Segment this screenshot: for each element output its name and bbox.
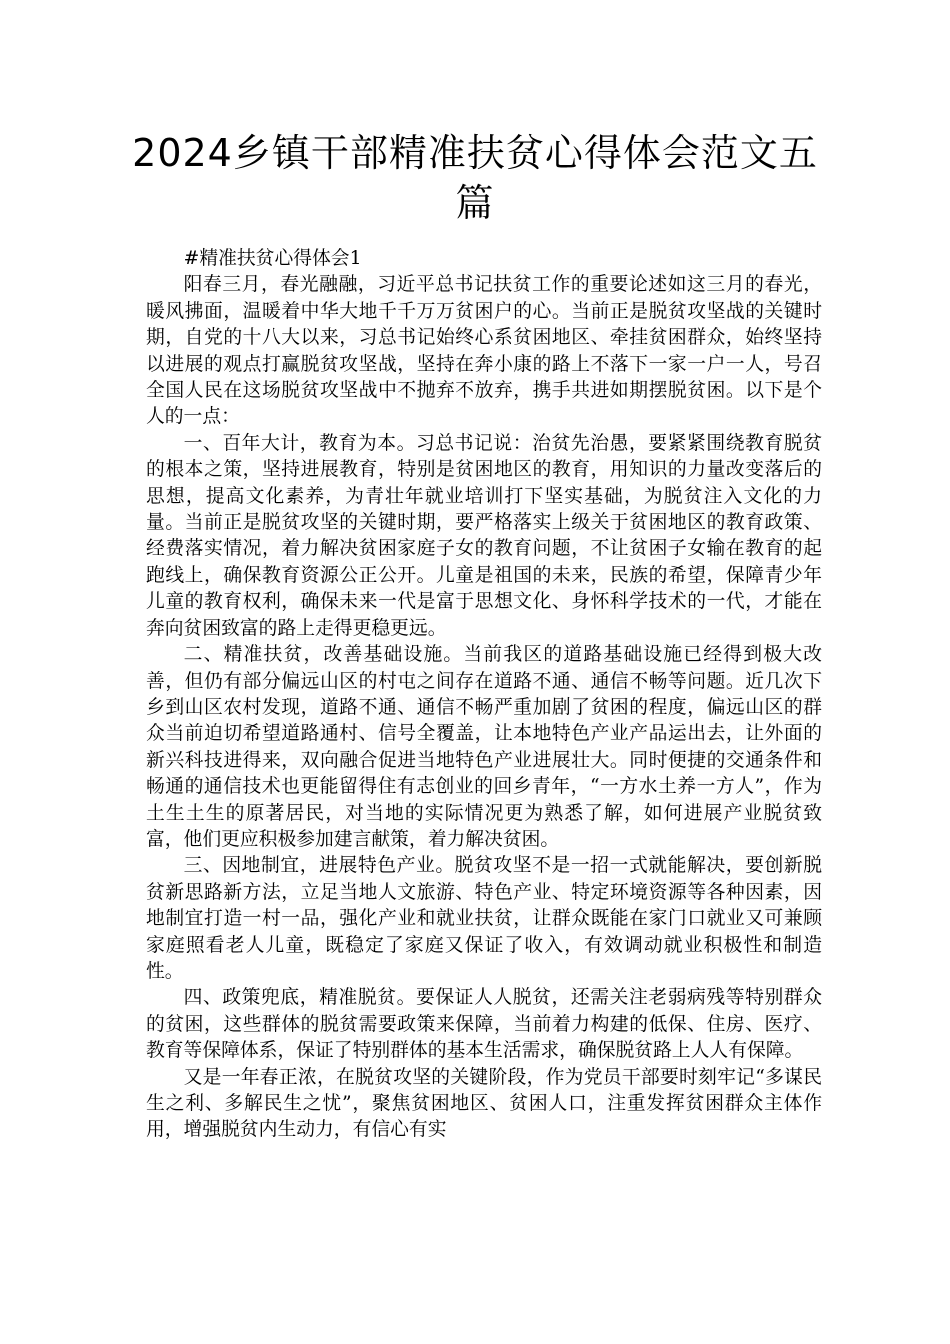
document-body [146, 246, 822, 1144]
paragraph-infrastructure: 二、精准扶贫，改善基础设施。当前我区的道路基础设施已经得到极大改善，但仍有部分偏远山区的村屯之间存在道路不通、通信不畅等问题。近几次下乡到山区农村发现，道路不通、通信不畅严重加剧了贫困的程度，偏远山区的群众当前迫切希望道路通村、信号全覆盖，让本地特色产业产品运出去，让外面的新兴科技进得来，双向融合促进当地特色产业进展壮大。同时便捷的交通条件和畅通的通信技术也更能留得住有志创业的回乡青年，“一方水土养一方人”，作为土生土生的原著居民，对当地的实际情况更为熟悉了解，如何进展产业脱贫致富，他们更应积极参加建言献策，着力解决贫困。 [146, 644, 822, 850]
section-heading: #精准扶贫心得体会1 [183, 248, 362, 269]
paragraph-closing: 又是一年春正浓，在脱贫攻坚的关键阶段，作为党员干部要时刻牢记“多谋民生之利、多解民生之忧”，聚焦贫困地区、贫困人口，注重发挥贫困群众主体作用，增强脱贫内生动力，有信心有实 [146, 1066, 822, 1141]
document-title: 2024乡镇干部精准扶贫心得体会范文五篇 [132, 131, 818, 225]
paragraph-policy: 四、政策兜底，精准脱贫。要保证人人脱贫，还需关注老弱病残等特别群众的贫困，这些群体的脱贫需要政策来保障，当前着力构建的低保、住房、医疗、教育等保障体系，保证了特别群体的基本生活需求，确保脱贫路上人人有保障。 [146, 987, 822, 1062]
paragraph-education: 一、百年大计，教育为本。习总书记说：治贫先治愚，要紧紧围绕教育脱贫的根本之策，坚持进展教育，特别是贫困地区的教育，用知识的力量改变落后的思想，提高文化素养，为青壮年就业培训打下坚实基础，为脱贫注入文化的力量。当前正是脱贫攻坚的关键时期，要严格落实上级关于贫困地区的教育政策、经费落实情况，着力解决贫困家庭子女的教育问题，不让贫困子女输在教育的起跑线上，确保教育资源公正公开。儿童是祖国的未来，民族的希望，保障青少年儿童的教育权利，确保未来一代是富于思想文化、身怀科学技术的一代，才能在奔向贫困致富的路上走得更稳更远。 [146, 432, 822, 639]
paragraph-industry: 三、因地制宜，进展特色产业。脱贫攻坚不是一招一式就能解决，要创新脱贫新思路新方法，立足当地人文旅游、特色产业、特定环境资源等各种因素，因地制宜打造一村一品，强化产业和就业扶贫，让群众既能在家门口就业又可兼顾家庭照看老人儿童，既稳定了家庭又保证了收入，有效调动就业积极性和制造性。 [146, 855, 822, 982]
paragraph-intro: 阳春三月，春光融融，习近平总书记扶贫工作的重要论述如这三月的春光，暖风拂面，温暖着中华大地千千万万贫困户的心。当前正是脱贫攻坚战的关键时期，自党的十八大以来，习总书记始终心系贫困地区、牵挂贫困群众，始终坚持以进展的观点打赢脱贫攻坚战，坚持在奔小康的路上不落下一家一户一人，号召全国人民在这场脱贫攻坚战中不抛弃不放弃，携手共进如期摆脱贫困。以下是个人的一点： [146, 274, 822, 428]
